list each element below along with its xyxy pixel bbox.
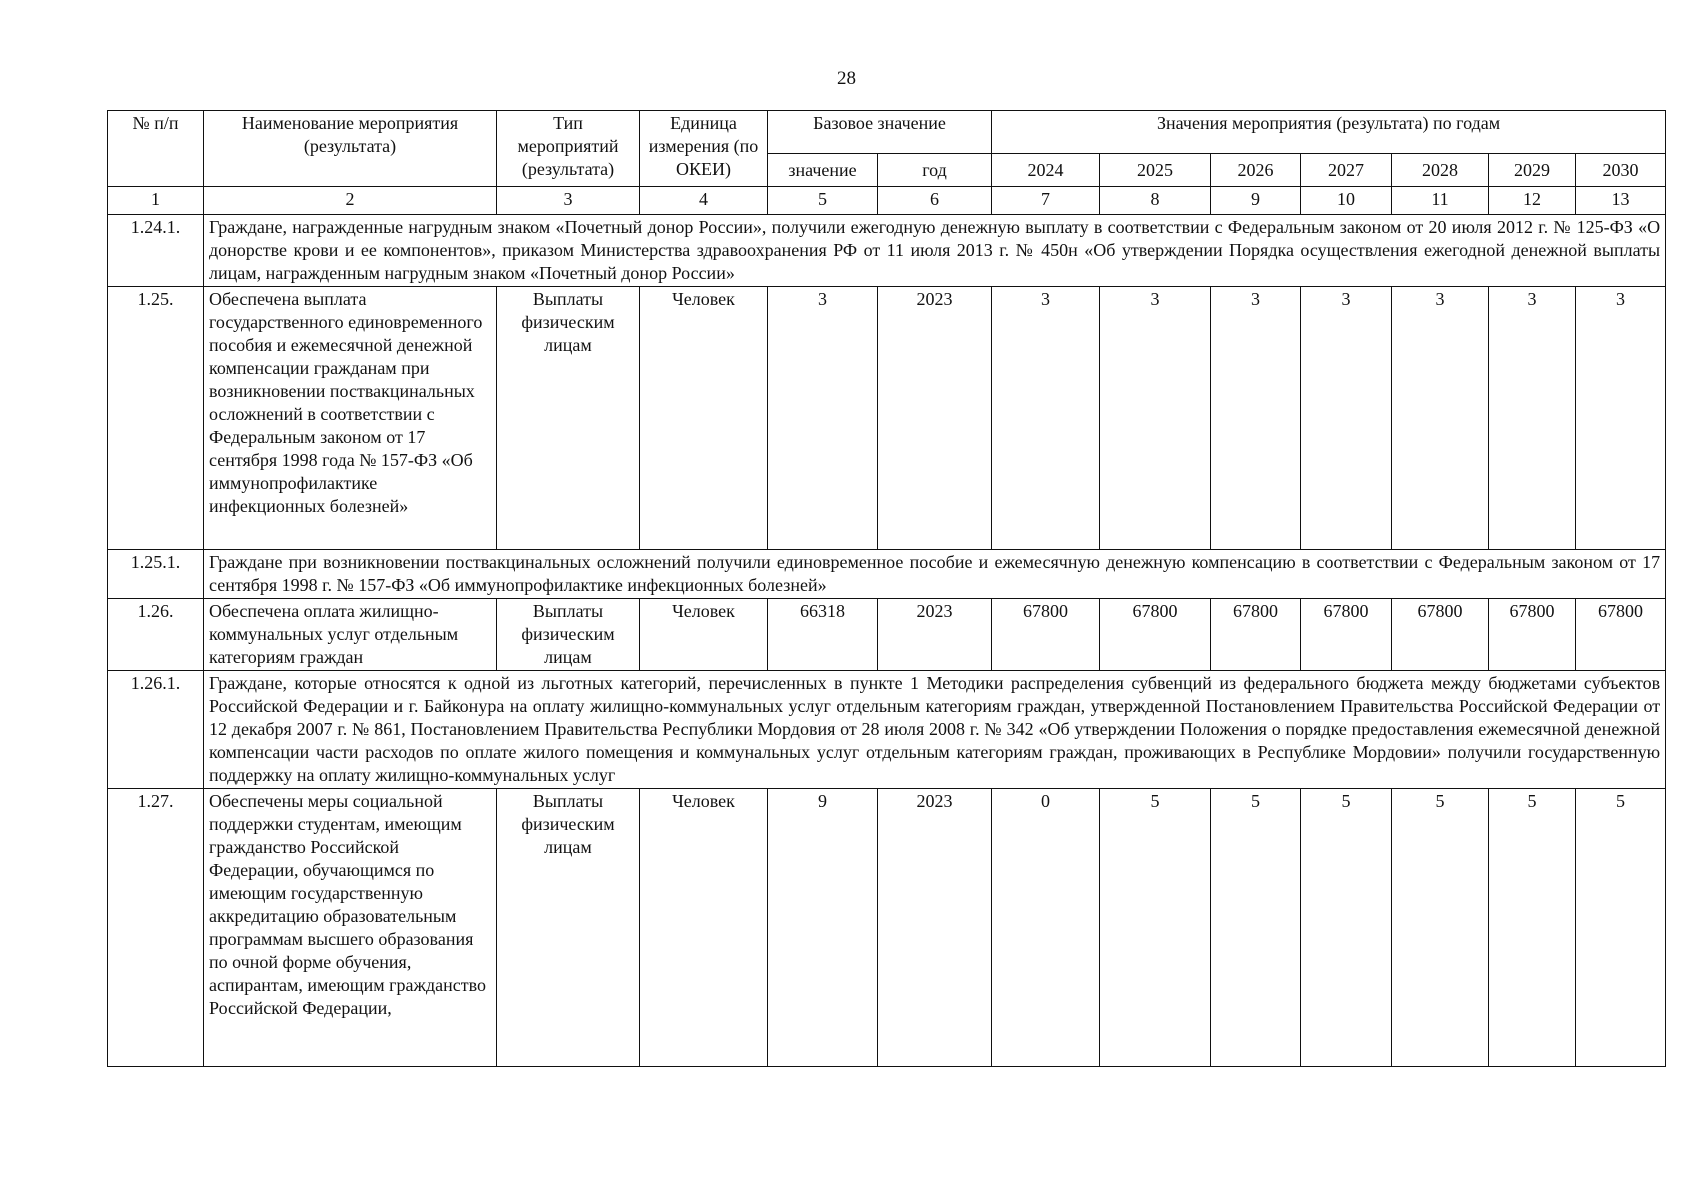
table-row — [108, 671, 1666, 789]
measure-type: Выплаты физическим лицам — [497, 789, 640, 1067]
table-row — [108, 789, 1666, 1067]
column-number: 2 — [204, 187, 497, 215]
column-number: 12 — [1489, 187, 1576, 215]
column-number: 3 — [497, 187, 640, 215]
base-value: 9 — [768, 789, 878, 1067]
year-value: 0 — [992, 789, 1100, 1067]
column-number: 7 — [992, 187, 1100, 215]
year-value: 3 — [1489, 287, 1576, 550]
year-value: 67800 — [1301, 599, 1392, 671]
year-value: 5 — [1489, 789, 1576, 1067]
page-number: 28 — [837, 68, 856, 89]
column-number: 5 — [768, 187, 878, 215]
header-year: 2024 — [992, 154, 1100, 187]
year-value: 3 — [1392, 287, 1489, 550]
year-value: 3 — [992, 287, 1100, 550]
column-number: 9 — [1211, 187, 1301, 215]
measure-name: Обеспечена оплата жилищно-коммунальных услуг отдельным категориям граждан — [204, 599, 497, 671]
year-value: 5 — [1576, 789, 1666, 1067]
column-number-row — [108, 187, 1666, 215]
result-description: Граждане, которые относятся к одной из льготных категорий, перечисленных в пункте 1 Методики распределения субвенций из федерального бюджета между бюджетами субъектов Российской Федерации и г. Байконура на оплату жилищно-коммунальных услуг отдельным категориям граждан, утвержденной Постановлением Правительства Российской Федерации от 12 декабря 2007 г. № 861, Постановлением Правительства Республики Мордовия от 28 июля 2008 г. № 342 «Об утверждении Положения о порядке предоставления ежемесячной денежной компенсации части расходов по оплате жилого помещения и коммунальных услуг отдельным категориям граждан, проживающих в Республике Мордовии» получили государственную поддержку на оплату жилищно-коммунальных услуг — [204, 671, 1666, 789]
table-row — [108, 215, 1666, 287]
column-number: 8 — [1100, 187, 1211, 215]
base-value: 3 — [768, 287, 878, 550]
year-value: 5 — [1211, 789, 1301, 1067]
measure-unit: Человек — [640, 599, 768, 671]
header-num: № п/п — [108, 111, 204, 187]
year-value: 3 — [1211, 287, 1301, 550]
measure-name: Обеспечена выплата государственного единовременного пособия и ежемесячной денежной компенсации гражданам при возникновении поствакцинальных осложнений в соответствии с Федеральным законом от 17 сентября 1998 года № 157-ФЗ «Об иммунопрофилактике инфекционных болезней» — [204, 287, 497, 550]
row-number: 1.26.1. — [108, 671, 204, 789]
header-year: 2028 — [1392, 154, 1489, 187]
year-value: 3 — [1576, 287, 1666, 550]
column-number: 6 — [878, 187, 992, 215]
column-number: 4 — [640, 187, 768, 215]
table-row — [108, 550, 1666, 599]
measure-type: Выплаты физическим лицам — [497, 287, 640, 550]
header-name: Наименование мероприятия (результата) — [204, 111, 497, 187]
measure-unit: Человек — [640, 287, 768, 550]
year-value: 67800 — [1100, 599, 1211, 671]
header-year: 2027 — [1301, 154, 1392, 187]
results-table — [107, 110, 1666, 1067]
column-number: 10 — [1301, 187, 1392, 215]
header-unit: Единица измерения (по ОКЕИ) — [640, 111, 768, 187]
row-number: 1.26. — [108, 599, 204, 671]
base-value: 66318 — [768, 599, 878, 671]
year-value: 3 — [1301, 287, 1392, 550]
measure-unit: Человек — [640, 789, 768, 1067]
year-value: 5 — [1301, 789, 1392, 1067]
header-year: 2026 — [1211, 154, 1301, 187]
year-value: 67800 — [1211, 599, 1301, 671]
year-value: 67800 — [1489, 599, 1576, 671]
year-value: 67800 — [992, 599, 1100, 671]
column-number: 1 — [108, 187, 204, 215]
column-number: 13 — [1576, 187, 1666, 215]
base-year: 2023 — [878, 789, 992, 1067]
row-number: 1.25.1. — [108, 550, 204, 599]
header-base-value: значение — [768, 154, 878, 187]
header-type: Тип мероприятий (результата) — [497, 111, 640, 187]
header-row-1 — [108, 111, 1666, 154]
year-value: 67800 — [1392, 599, 1489, 671]
base-year: 2023 — [878, 599, 992, 671]
row-number: 1.27. — [108, 789, 204, 1067]
year-value: 5 — [1392, 789, 1489, 1067]
year-value: 67800 — [1576, 599, 1666, 671]
header-base: Базовое значение — [768, 111, 992, 154]
year-value: 3 — [1100, 287, 1211, 550]
result-description: Граждане, награжденные нагрудным знаком «Почетный донор России», получили ежегодную денежную выплату в соответствии с Федеральным законом от 20 июля 2012 г. № 125-ФЗ «О донорстве крови и ее компонентов», приказом Министерства здравоохранения РФ от 11 июля 2013 г. № 450н «Об утверждении Порядка осуществления ежегодной денежной выплаты лицам, награжденным нагрудным знаком «Почетный донор России» — [204, 215, 1666, 287]
row-number: 1.25. — [108, 287, 204, 550]
base-year: 2023 — [878, 287, 992, 550]
table-row — [108, 599, 1666, 671]
header-values: Значения мероприятия (результата) по годам — [992, 111, 1666, 154]
column-number: 11 — [1392, 187, 1489, 215]
result-description: Граждане при возникновении поствакцинальных осложнений получили единовременное пособие и ежемесячную денежную компенсацию в соответствии с Федеральным законом от 17 сентября 1998 г. № 157-ФЗ «Об иммунопрофилактике инфекционных болезней» — [204, 550, 1666, 599]
measure-name: Обеспечены меры социальной поддержки студентам, имеющим гражданство Российской Федерации, обучающимся по имеющим государственную аккредитацию образовательным программам высшего образования по очной форме обучения, аспирантам, имеющим гражданство Российской Федерации, — [204, 789, 497, 1067]
header-year: 2029 — [1489, 154, 1576, 187]
header-base-year: год — [878, 154, 992, 187]
year-value: 5 — [1100, 789, 1211, 1067]
table-row — [108, 287, 1666, 550]
header-year: 2025 — [1100, 154, 1211, 187]
measure-type: Выплаты физическим лицам — [497, 599, 640, 671]
row-number: 1.24.1. — [108, 215, 204, 287]
header-year: 2030 — [1576, 154, 1666, 187]
